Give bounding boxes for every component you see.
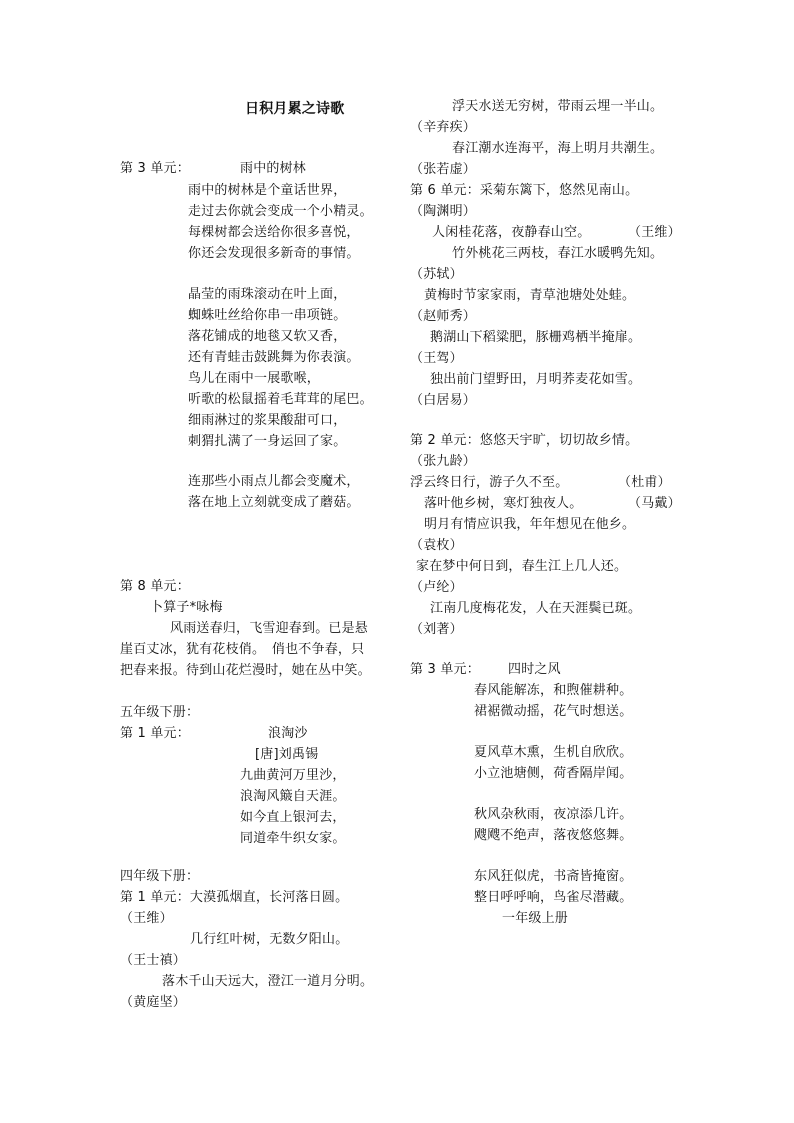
g5-author: [唐]刘禹锡 [255, 747, 319, 762]
poem-line: 还有青蛙击鼓跳舞为你表演。 [188, 350, 360, 365]
poem-line: 落花铺成的地毯又软又香， [188, 329, 347, 344]
author-line: （袁枚） [410, 538, 463, 553]
verse-line: 春江潮水连海平，海上明月共潮生。 [452, 141, 664, 156]
unit3-title: 四时之风 [508, 662, 561, 677]
poem-line: 雨中的树林是个童话世界， [188, 183, 347, 198]
verse-line: 独出前门望野田，月明荞麦花如雪。 [430, 372, 642, 387]
g4-unit1-line: 第 1 单元：大漠孤烟直，长河落日圆。 [120, 890, 349, 905]
poem-line: 裙裾微动摇，花气时想送。 [474, 704, 633, 719]
author-line: （白居易） [410, 393, 477, 408]
poem-line: 细雨淋过的浆果酸甜可口， [188, 413, 347, 428]
unit6-line: 第 6 单元：采菊东篱下，悠然见南山。 [410, 183, 639, 198]
unit3-label: 第 3 单元： [410, 662, 480, 677]
author-line: （卢纶） [410, 580, 463, 595]
verse-line: 竹外桃花三两枝，春江水暖鸭先知。 [452, 246, 664, 261]
poem-line: 听歌的松鼠摇着毛茸茸的尾巴。 [188, 392, 373, 407]
poem-line: 小立池塘侧，荷香隔岸闻。 [474, 766, 633, 781]
author-line: （赵师秀） [410, 309, 477, 324]
author-line: （王维） [628, 225, 681, 240]
poem-line: 秋风杂秋雨，夜凉添几许。 [474, 807, 633, 822]
poem-line: 鸟儿在雨中一展歌喉， [188, 371, 321, 386]
author-line: （王士禛） [120, 953, 187, 968]
poem-line: 晶莹的雨珠滚动在叶上面， [188, 287, 347, 302]
poem-line: 东风狂似虎，书斋皆掩窗。 [474, 869, 633, 884]
author-line: （黄庭坚） [120, 995, 187, 1010]
verse-line: 几行红叶树，无数夕阳山。 [190, 932, 349, 947]
poem-line: 同道牵牛织女家。 [240, 831, 346, 846]
poem-line: 刺猬扎满了一身运回了家。 [188, 434, 347, 449]
grade1-label: 一年级上册 [502, 911, 569, 926]
poem-line: 如今直上银河去， [240, 810, 346, 825]
verse-line: 落叶他乡树，寒灯独夜人。 [424, 496, 583, 511]
prose-line: 风雨送春归，飞雪迎春到。已是悬 [170, 621, 369, 636]
poem-line: 走过去你就会变成一个小精灵。 [188, 204, 373, 219]
prose-line: 崖百丈冰，犹有花枝俏。 俏也不争春，只 [120, 642, 365, 657]
author-line: （辛弃疾） [410, 120, 477, 135]
prose-line: 把春来报。待到山花烂漫时，她在丛中笑。 [120, 663, 371, 678]
verse-line: 落木千山天远大，澄江一道月分明。 [162, 974, 374, 989]
author-line: （陶渊明） [410, 204, 477, 219]
author-line: （杜甫） [618, 475, 671, 490]
author-line: （王驾） [410, 351, 463, 366]
poem-line: 落在地上立刻就变成了蘑菇。 [188, 495, 360, 510]
verse-line: 明月有情应识我，年年想见在他乡。 [424, 517, 636, 532]
unit2-line: 第 2 单元：悠悠天宇旷，切切故乡情。 [410, 433, 639, 448]
author-line: （张九龄） [410, 454, 477, 469]
author-line: （王维） [120, 911, 173, 926]
verse-line: 浮云终日行，游子久不至。 [410, 475, 569, 490]
verse-line: 浮天水送无穷树，带雨云埋一半山。 [452, 99, 664, 114]
g5-unit1-label: 第 1 单元： [120, 726, 190, 741]
unit8-label: 第 8 单元： [120, 579, 190, 594]
verse-line: 人闲桂花落，夜静春山空。 [432, 225, 591, 240]
verse-line: 黄梅时节家家雨，青草池塘处处蛙。 [424, 288, 636, 303]
poem-line: 浪淘风簸自天涯。 [240, 789, 346, 804]
poem-line: 连那些小雨点儿都会变魔术， [188, 474, 360, 489]
poem-line: 春风能解冻，和煦催耕种。 [474, 683, 633, 698]
author-line: （马戴） [628, 496, 681, 511]
unit3-poem-title: 雨中的树林 [240, 161, 307, 176]
poem-line: 飕飕不绝声，落夜悠悠舞。 [474, 828, 633, 843]
poem-line: 你还会发现很多新奇的事情。 [188, 246, 360, 261]
poem-line: 蜘蛛吐丝给你串一串项链。 [188, 308, 347, 323]
verse-line: 江南几度梅花发，人在天涯鬓已斑。 [430, 601, 642, 616]
unit3-label: 第 3 单元： [120, 161, 190, 176]
author-line: （苏轼） [410, 267, 463, 282]
unit8-title: 卜算子*咏梅 [150, 600, 223, 615]
g5-poem-title: 浪淘沙 [268, 726, 308, 741]
verse-line: 鹅湖山下稻粱肥，豚栅鸡栖半掩扉。 [430, 330, 642, 345]
author-line: （刘著） [410, 622, 463, 637]
grade5-label: 五年级下册： [120, 705, 200, 720]
page-title: 日积月累之诗歌 [245, 101, 345, 117]
poem-line: 夏风草木熏，生机自欣欣。 [474, 745, 633, 760]
poem-line: 整日呼呼响，鸟雀尽潜藏。 [474, 890, 633, 905]
verse-line: 家在梦中何日到，春生江上几人还。 [416, 559, 628, 574]
poem-line: 九曲黄河万里沙， [240, 768, 346, 783]
author-line: （张若虚） [410, 162, 477, 177]
poem-line: 每棵树都会送给你很多喜悦， [188, 225, 360, 240]
grade4-label: 四年级下册： [120, 869, 200, 884]
